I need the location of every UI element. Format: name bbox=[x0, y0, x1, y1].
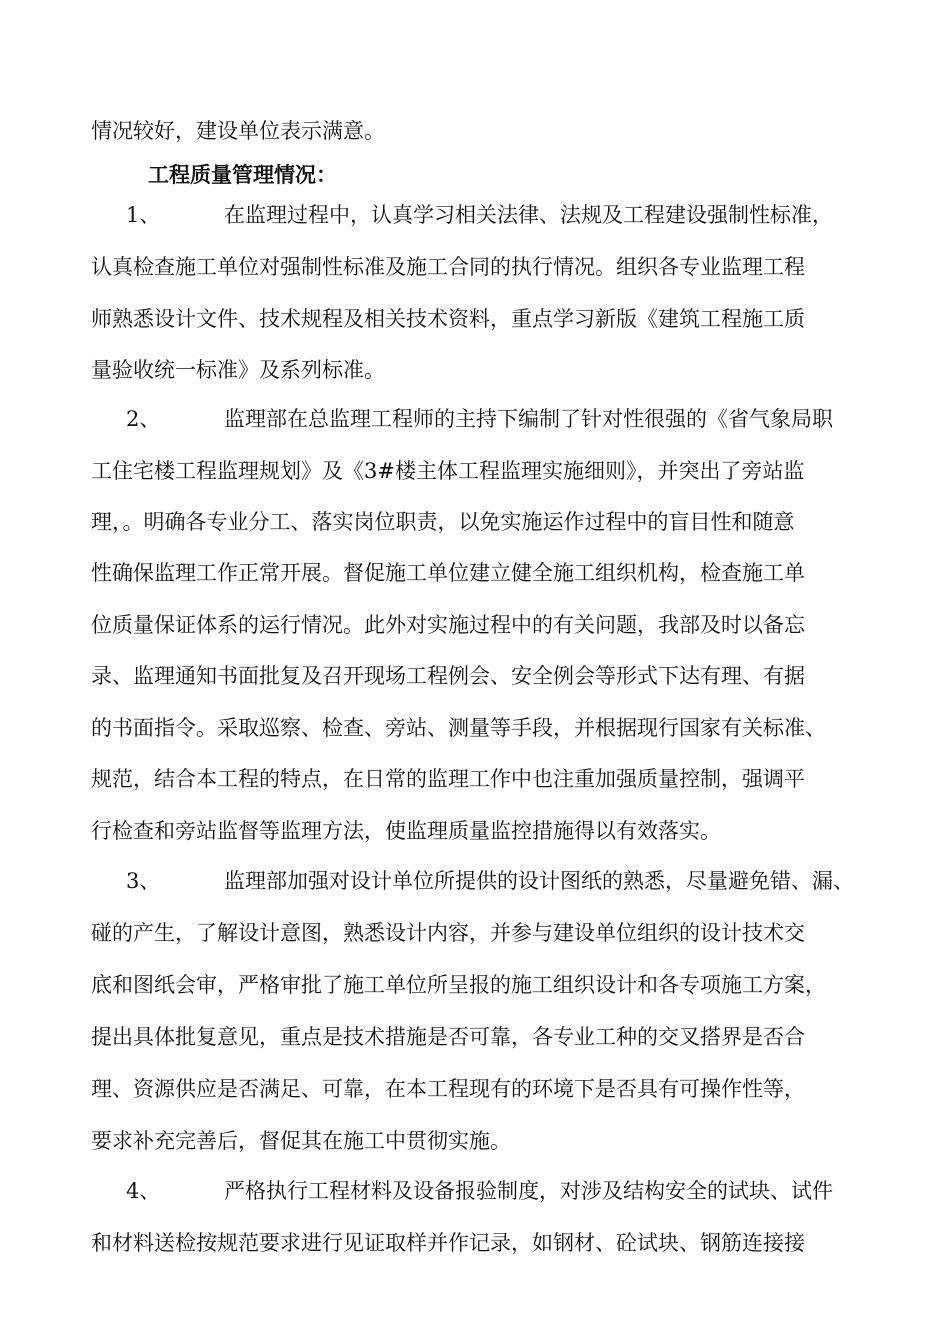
paragraph-line: 理，。明确各专业分工、落实岗位职责，以免实施运作过程中的盲目性和随意 bbox=[91, 510, 795, 534]
paragraph-line: 师熟悉设计文件、技术规程及相关技术资料，重点学习新版《建筑工程施工质 bbox=[91, 307, 805, 331]
paragraph-line: 行检查和旁站监督等监理方法，使监理质量监控措施得以有效落实。 bbox=[91, 819, 721, 843]
item-number: 1、 bbox=[126, 203, 161, 227]
paragraph-line: 底和图纸会审，严格审批了施工单位所呈报的施工组织设计和各专项施工方案， bbox=[91, 973, 826, 997]
item-number: 2、 bbox=[126, 407, 161, 431]
paragraph-line: 和材料送检按规范要求进行见证取样并作记录，如钢材、砼试块、钢筋连接接 bbox=[91, 1231, 805, 1255]
paragraph-line: 位质量保证体系的运行情况。此外对实施过程中的有关问题，我部及时以备忘 bbox=[91, 613, 805, 637]
numbered-item-2 bbox=[126, 404, 916, 434]
item-number: 4、 bbox=[126, 1179, 161, 1203]
item-text: 监理部加强对设计单位所提供的设计图纸的熟悉，尽量避免错、漏、 bbox=[224, 869, 854, 893]
paragraph-line: 要求补充完善后，督促其在施工中贯彻实施。 bbox=[91, 1129, 511, 1153]
item-text: 严格执行工程材料及设备报验制度，对涉及结构安全的试块、试件 bbox=[224, 1179, 833, 1203]
item-number: 3、 bbox=[126, 869, 161, 893]
paragraph-line: 录、监理通知书面批复及召开现场工程例会、安全例会等形式下达有理、有据 bbox=[91, 664, 805, 688]
paragraph-line: 认真检查施工单位对强制性标准及施工合同的执行情况。组织各专业监理工程 bbox=[91, 255, 805, 279]
paragraph-line: 规范，结合本工程的特点，在日常的监理工作中也注重加强质量控制，强调平 bbox=[91, 767, 805, 791]
paragraph-line: 的书面指令。采取巡察、检查、旁站、测量等手段，并根据现行国家有关标准、 bbox=[91, 716, 826, 740]
item-text: 监理部在总监理工程师的主持下编制了针对性很强的《省气象局职 bbox=[224, 407, 833, 431]
section-heading: 工程质量管理情况： bbox=[148, 162, 337, 187]
paragraph-line: 量验收统一标准》及系列标准。 bbox=[91, 358, 385, 382]
numbered-item-4 bbox=[126, 1176, 916, 1206]
paragraph-line: 理、资源供应是否满足、可靠，在本工程现有的环境下是否具有可操作性等， bbox=[91, 1077, 805, 1101]
paragraph-line: 情况较好，建设单位表示满意。 bbox=[91, 119, 385, 143]
paragraph-line: 碰的产生，了解设计意图，熟悉设计内容，并参与建设单位组织的设计技术交 bbox=[91, 921, 805, 945]
paragraph-line: 提出具体批复意见，重点是技术措施是否可靠，各专业工种的交叉搭界是否合 bbox=[91, 1025, 805, 1049]
numbered-item-1 bbox=[126, 200, 916, 230]
paragraph-line: 工住宅楼工程监理规划》及《3#楼主体工程监理实施细则》，并突出了旁站监 bbox=[91, 459, 805, 483]
numbered-item-3 bbox=[126, 866, 916, 896]
paragraph-line: 性确保监理工作正常开展。督促施工单位建立健全施工组织机构，检查施工单 bbox=[91, 561, 805, 585]
item-text: 在监理过程中，认真学习相关法律、法规及工程建设强制性标准， bbox=[224, 203, 833, 227]
